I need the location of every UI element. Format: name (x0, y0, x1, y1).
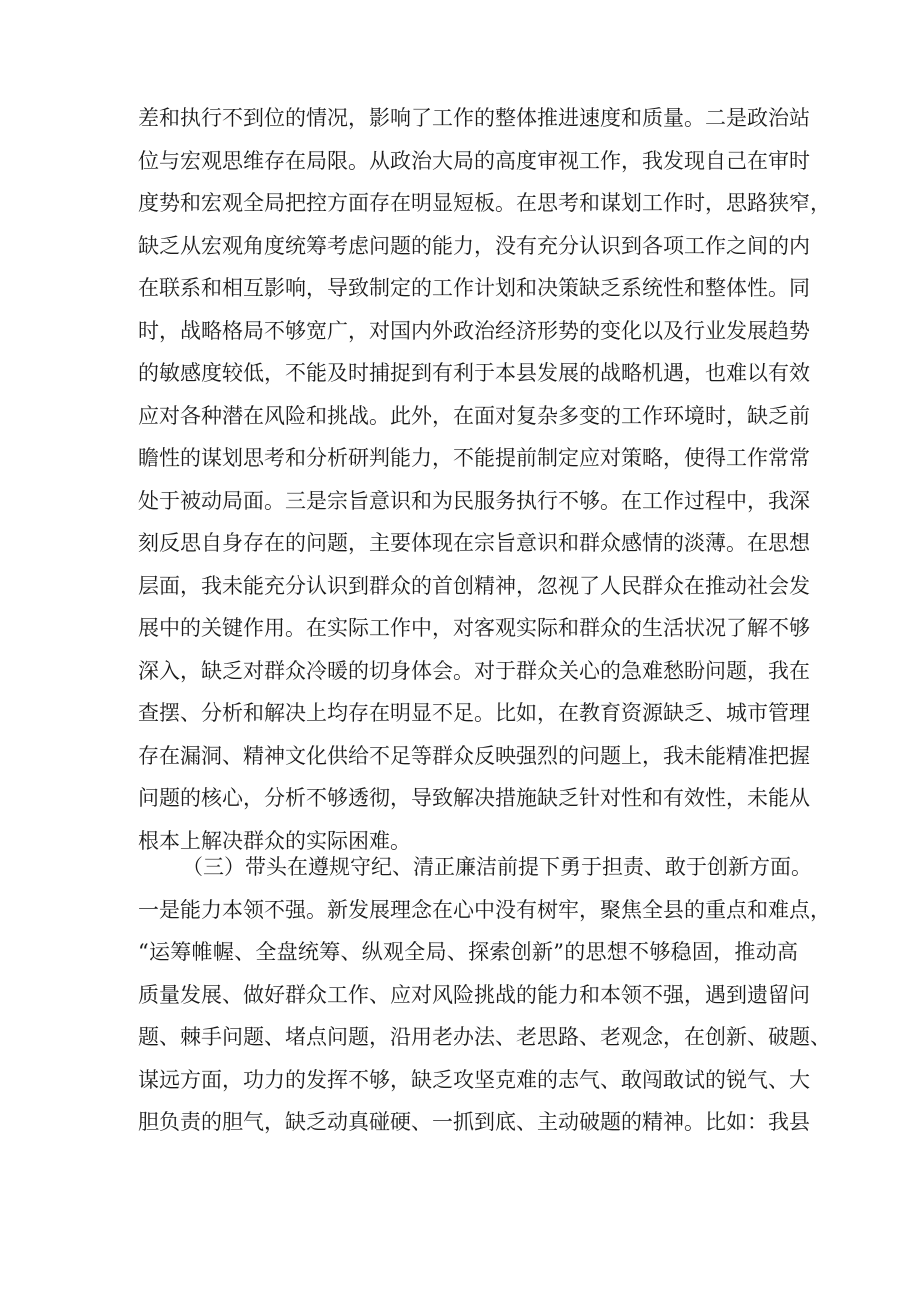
text-line: 应对各种潜在风险和挑战。此外，在面对复杂多变的工作环境时，缺乏前 (138, 403, 810, 428)
text-line: 处于被动局面。三是宗旨意识和为民服务执行不够。在工作过程中，我深 (138, 488, 810, 513)
text-line: 度势和宏观全局把控方面存在明显短板。在思考和谋划工作时，思路狭窄， (138, 191, 831, 215)
text-line: 一是能力本领不强。新发展理念在心中没有树牢，聚焦全县的重点和难点， (138, 897, 831, 922)
paragraph-political-stance (138, 97, 831, 862)
text-line: 查摆、分析和解决上均存在明显不足。比如，在教育资源缺乏、城市管理 (138, 701, 810, 725)
paragraph-section-three (138, 846, 831, 1144)
text-line: 层面，我未能充分认识到群众的首创精神，忽视了人民群众在推动社会发 (138, 573, 810, 598)
text-line: 的敏感度较低，不能及时捕捉到有利于本县发展的战略机遇，也难以有效 (138, 361, 810, 385)
text-line: 瞻性的谋划思考和分析研判能力，不能提前制定应对策略，使得工作常常 (138, 446, 810, 470)
text-line: 时，战略格局不够宽广，对国内外政治经济形势的变化以及行业发展趋势 (138, 318, 810, 343)
text-line: 在联系和相互影响，导致制定的工作计划和决策缺乏系统性和整体性。同 (138, 276, 810, 300)
text-line: 胆负责的胆气，缺乏动真碰硬、一抓到底、主动破题的精神。比如：我县 (138, 1110, 810, 1134)
text-line: 刻反思自身存在的问题，主要体现在宗旨意识和群众感情的淡薄。在思想 (138, 531, 810, 555)
text-line: “运筹帷幄、全盘统筹、纵观全局、探索创新”的思想不够稳固，推动高 (138, 940, 798, 964)
text-line: 深入，缺乏对群众冷暖的切身体会。对于群众关心的急难愁盼问题，我在 (138, 658, 810, 683)
section-heading-line: （三）带头在遵规守纪、清正廉洁前提下勇于担责、敢于创新方面。 (182, 855, 812, 879)
text-line: 差和执行不到位的情况，影响了工作的整体推进速度和质量。二是政治站 (138, 106, 810, 130)
text-line: 存在漏洞、精神文化供给不足等群众反映强烈的问题上，我未能精准把握 (138, 743, 810, 768)
text-line: 缺乏从宏观角度统筹考虑问题的能力，没有充分认识到各项工作之间的内 (138, 233, 810, 258)
text-line: 展中的关键作用。在实际工作中，对客观实际和群众的生活状况了解不够 (138, 616, 810, 640)
text-line: 谋远方面，功力的发挥不够，缺乏攻坚克难的志气、敢闯敢试的锐气、大 (138, 1067, 810, 1092)
text-line: 问题的核心，分析不够透彻，导致解决措施缺乏针对性和有效性，未能从 (138, 786, 810, 810)
text-line: 根本上解决群众的实际困难。 (138, 828, 411, 853)
text-line: 质量发展、做好群众工作、应对风险挑战的能力和本领不强，遇到遗留问 (138, 982, 810, 1007)
text-line: 位与宏观思维存在局限。从政治大局的高度审视工作，我发现自己在审时 (138, 148, 810, 173)
text-line: 题、棘手问题、堵点问题，沿用老办法、老思路、老观念，在创新、破题、 (138, 1025, 831, 1049)
